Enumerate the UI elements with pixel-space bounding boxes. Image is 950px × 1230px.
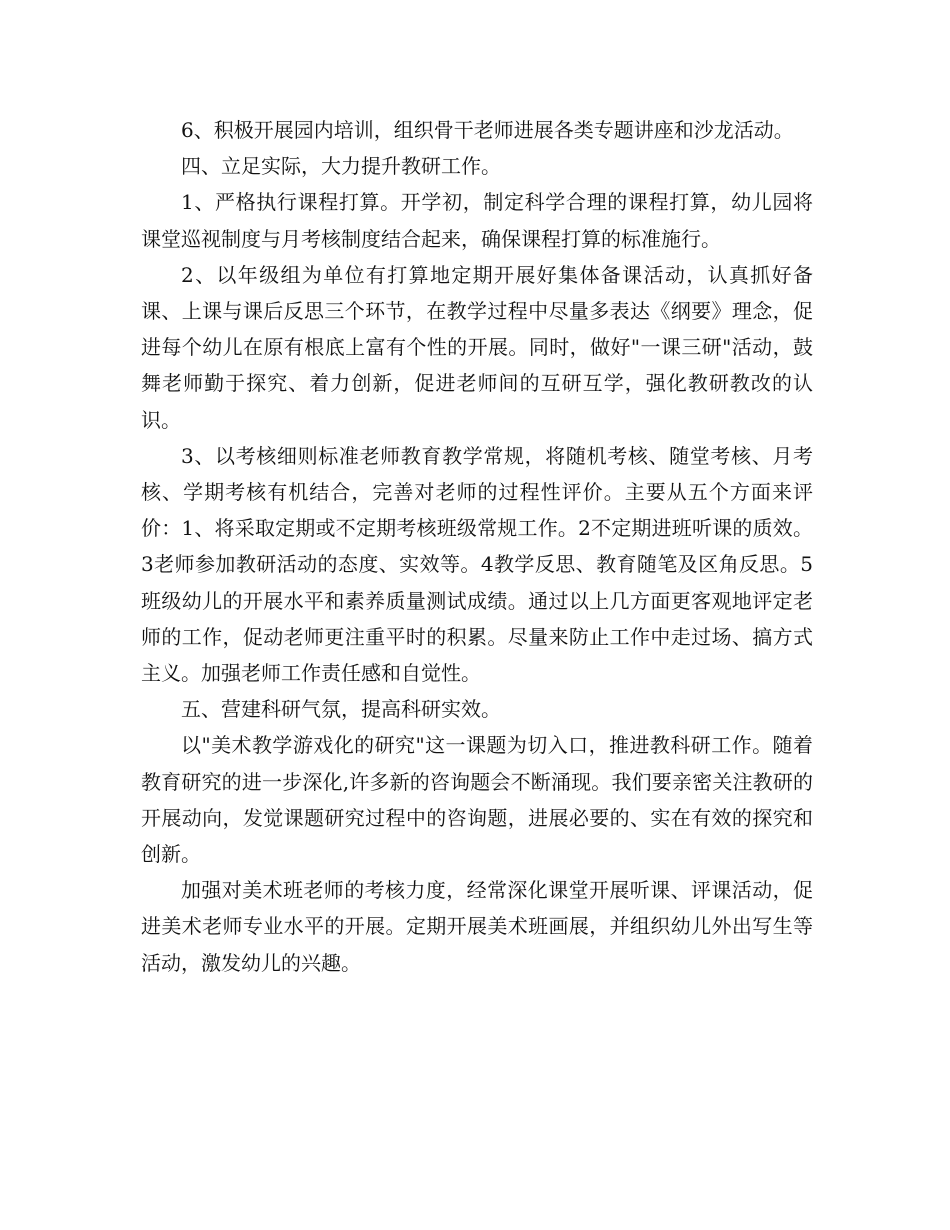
paragraph-collective-lesson-prep: 2、以年级组为单位有打算地定期开展好集体备课活动，认真抓好备课、上课与课后反思三个环节，在教学过程中尽量多表达《纲要》理念，促进每个幼儿在原有根底上富有个性的开展。同时，做好"一课三研"活动，鼓舞老师勤于探究、着力创新，促进老师间的互研互学，强化教研教改的认识。 — [141, 262, 813, 432]
paragraph-curriculum-plan: 1、严格执行课程打算。开学初，制定科学合理的课程打算，幼儿园将课堂巡视制度与月考核制度结合起来，确保课程打算的标准施行。 — [141, 190, 813, 251]
paragraph-training: 6、积极开展园内培训，组织骨干老师进展各类专题讲座和沙龙活动。 — [181, 118, 794, 142]
paragraph-research-topic: 以"美术教学游戏化的研究"这一课题为切入口，推进教科研工作。随着教育研究的进一步深化,许多新的咨询题会不断涌现。我们要亲密关注教研的开展动向，发觉课题研究过程中的咨询题，进展必要的、实在有效的探究和创新。 — [141, 733, 813, 867]
paragraph-art-teacher-assessment: 加强对美术班老师的考核力度，经常深化课堂开展听课、评课活动，促进美术老师专业水平的开展。定期开展美术班画展，并组织幼儿外出写生等活动，激发幼儿的兴趣。 — [141, 878, 813, 975]
heading-section-four: 四、立足实际，大力提升教研工作。 — [181, 154, 501, 179]
document-body — [141, 112, 813, 981]
paragraph-teacher-assessment: 3、以考核细则标准老师教育教学常规，将随机考核、随堂考核、月考核、学期考核有机结合，完善对老师的过程性评价。主要从五个方面来评价：1、将采取定期或不定期考核班级常规工作。2不定期进班听课的质效。3老师参加教研活动的态度、实效等。4教学反思、教育随笔及区角反思。5班级幼儿的开展水平和素养质量测试成绩。通过以上几方面更客观地评定老师的工作，促动老师更注重平时的积累。尽量来防止工作中走过场、搞方式主义。加强老师工作责任感和自觉性。 — [141, 443, 813, 686]
heading-section-five: 五、营建科研气氛，提高科研实效。 — [181, 697, 501, 722]
